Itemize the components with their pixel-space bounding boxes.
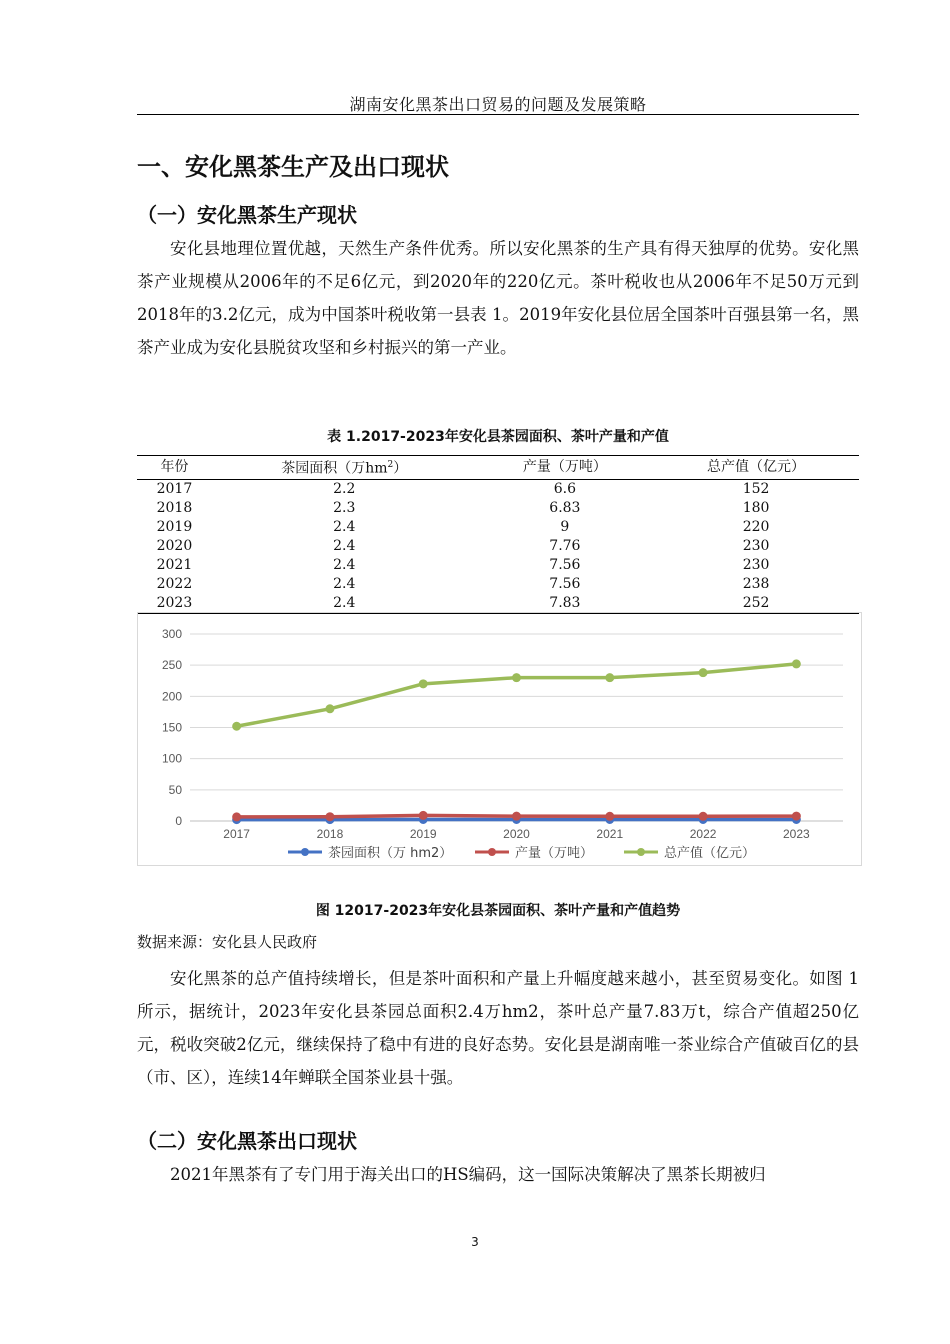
cell-output: 7.56 — [549, 575, 581, 592]
table-row — [137, 499, 859, 518]
x-tick-label: 2017 — [223, 827, 250, 841]
legend-marker — [637, 848, 645, 856]
x-tick-label: 2020 — [503, 827, 530, 841]
cell-year: 2019 — [156, 518, 193, 535]
header-output: 产量（万吨） — [477, 456, 653, 480]
cell-value: 180 — [742, 499, 770, 516]
data-point — [233, 722, 241, 730]
page-number: 3 — [471, 1235, 479, 1249]
cell-year: 2022 — [156, 575, 193, 592]
x-tick-label: 2021 — [596, 827, 624, 841]
cell-year: 2017 — [156, 480, 193, 497]
data-point — [326, 813, 334, 821]
y-tick-label: 100 — [161, 751, 182, 766]
table-row — [137, 594, 859, 614]
y-tick-label: 50 — [168, 782, 182, 797]
y-tick-label: 150 — [161, 720, 182, 735]
data-point — [792, 660, 800, 668]
data-point — [233, 813, 241, 821]
x-tick-label: 2022 — [689, 827, 717, 841]
legend-label: 茶园面积（万 hm2） — [328, 846, 453, 861]
data-table — [137, 455, 859, 614]
cell-value: 238 — [742, 575, 770, 592]
y-tick-label: 250 — [161, 658, 182, 673]
cell-output: 7.83 — [477, 594, 653, 614]
cell-value: 220 — [742, 518, 770, 535]
table-header-row — [137, 456, 859, 480]
y-tick-label: 200 — [161, 689, 182, 704]
paragraph-2: 安化黑茶的总产值持续增长，但是茶叶面积和产量上升幅度越来越小，甚至贸易变化。如图 1所示，据统计，2023年安化县茶园总面积2.4万hm2，茶叶总产量7.83万t，综合产值超250亿元，税收突破2亿元，继续保持了稳中有进的良好态势。安化县是湖南唯一茶业综合产值破百亿的县（市、区），连续14年蝉联全国茶业县十强。 — [137, 969, 859, 1087]
data-point — [326, 705, 334, 713]
line-chart — [137, 612, 862, 866]
section-heading: 一、安化黑茶生产及出口现状 — [137, 153, 449, 181]
cell-value: 152 — [742, 480, 770, 497]
cell-area: 2.4 — [333, 537, 356, 554]
data-point — [419, 680, 427, 688]
header-rule — [137, 114, 859, 115]
y-tick-label: 300 — [161, 627, 182, 641]
cell-area: 2.4 — [212, 594, 477, 614]
data-source: 数据来源：安化县人民政府 — [137, 933, 318, 951]
data-point — [606, 674, 614, 682]
table-row — [137, 556, 859, 575]
cell-value: 252 — [653, 594, 859, 614]
chart-svg — [138, 613, 863, 867]
table-row — [137, 518, 859, 537]
data-point — [606, 812, 614, 820]
paragraph-1: 安化县地理位置优越，天然生产条件优秀。所以安化黑茶的生产具有得天独厚的优势。安化黑茶产业规模从2006年的不足6亿元，到2020年的220亿元。茶叶税收也从2006年不足50万元到2018年的3.2亿元，成为中国茶叶税收第一县表 1。2019年安化县位居全国茶叶百强县第一名，黑茶产业成为安化县脱贫攻坚和乡村振兴的第一产业。 — [137, 239, 859, 357]
cell-output: 6.6 — [553, 480, 576, 497]
data-point — [792, 812, 800, 820]
cell-area: 2.4 — [333, 556, 356, 573]
data-point — [699, 669, 707, 677]
cell-area: 2.3 — [333, 499, 356, 516]
cell-output: 7.56 — [549, 556, 581, 573]
cell-output: 7.76 — [549, 537, 581, 554]
subsection-heading-1: （一）安化黑茶生产现状 — [137, 203, 357, 227]
subsection-heading-2: （二）安化黑茶出口现状 — [137, 1129, 357, 1153]
table-row — [137, 575, 859, 594]
cell-year: 2023 — [137, 594, 212, 614]
header-value: 总产值（亿元） — [653, 456, 859, 480]
table-caption: 表 1.2017-2023年安化县茶园面积、茶叶产量和产值 — [327, 429, 669, 445]
cell-area: 2.2 — [333, 480, 356, 497]
data-point — [513, 812, 521, 820]
cell-value: 230 — [742, 537, 770, 554]
cell-output: 9 — [560, 518, 570, 535]
x-tick-label: 2023 — [783, 827, 810, 841]
data-point — [419, 811, 427, 819]
cell-year: 2018 — [156, 499, 193, 516]
legend-label: 产量（万吨） — [515, 846, 594, 861]
header-year: 年份 — [137, 456, 212, 480]
legend-label: 总产值（亿元） — [664, 846, 756, 861]
table-row — [137, 479, 859, 499]
cell-output: 6.83 — [549, 499, 581, 516]
paragraph-3: 2021年黑茶有了专门用于海关出口的HS编码，这一国际决策解决了黑茶长期被归 — [170, 1165, 766, 1184]
legend-marker — [301, 848, 309, 856]
legend-marker — [488, 848, 496, 856]
header-area: 茶园面积（万$hm^2$） — [212, 456, 477, 480]
x-tick-label: 2019 — [409, 827, 437, 841]
table-row — [137, 537, 859, 556]
data-point — [513, 674, 521, 682]
running-header: 湖南安化黑茶出口贸易的问题及发展策略 — [349, 95, 647, 114]
cell-year: 2020 — [156, 537, 193, 554]
x-tick-label: 2018 — [316, 827, 344, 841]
cell-area: 2.4 — [333, 575, 356, 592]
cell-year: 2021 — [156, 556, 193, 573]
figure-caption: 图 12017-2023年安化县茶园面积、茶叶产量和产值趋势 — [315, 903, 681, 919]
y-tick-label: 0 — [175, 814, 182, 828]
cell-area: 2.4 — [333, 518, 356, 535]
data-point — [699, 812, 707, 820]
cell-value: 230 — [742, 556, 770, 573]
